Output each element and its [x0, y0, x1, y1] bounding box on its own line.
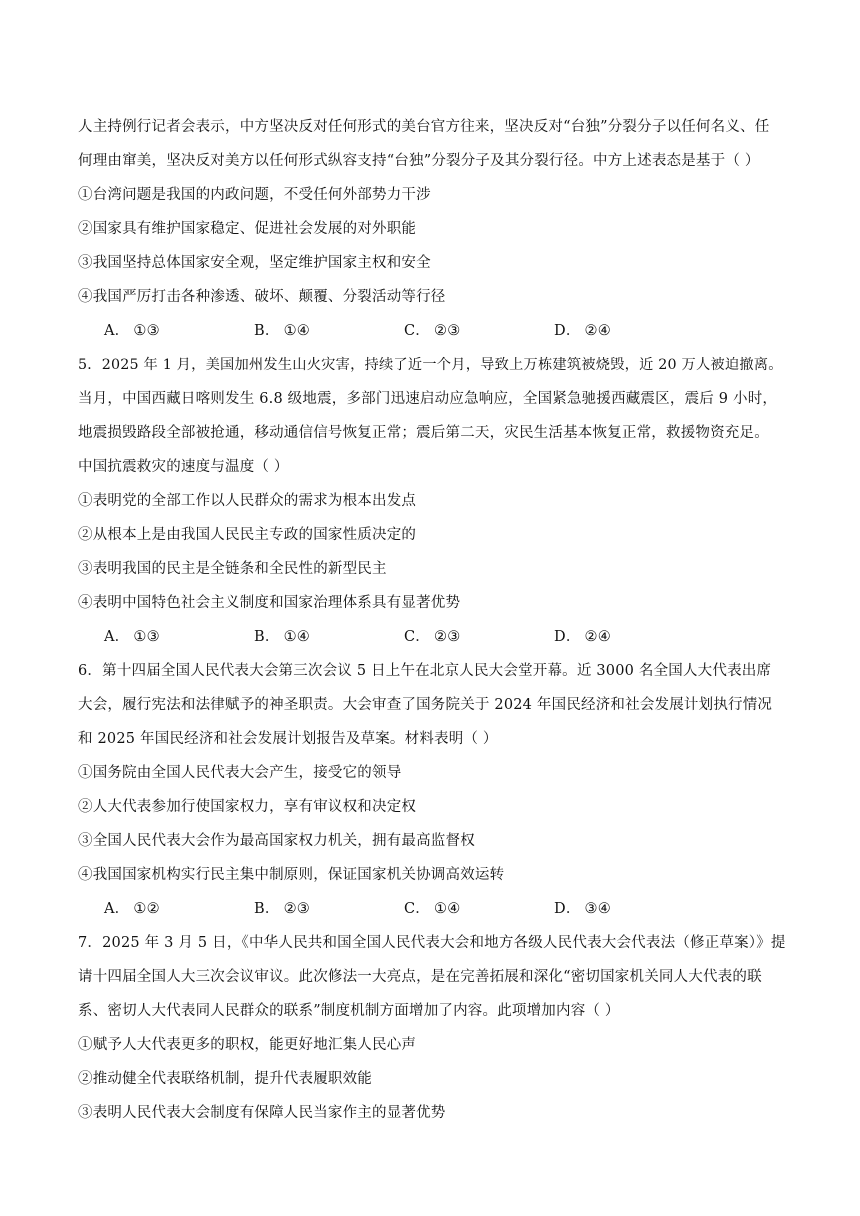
choice-letter: A． [104, 629, 130, 645]
choice-letter: A． [104, 323, 130, 339]
question-stem-line: 大会，履行宪法和法律赋予的神圣职责。大会审查了国务院关于 2024 年国民经济和社会发展计划执行情况 [78, 697, 773, 713]
option-statement: ③我国坚持总体国家安全观，坚定维护国家主权和安全 [78, 255, 431, 271]
question-stem-line: 请十四届全国人大三次会议审议。此次修法一大亮点，是在完善拓展和深化“密切国家机关同人大代表的联 [78, 969, 762, 985]
choice-text: ②④ [584, 323, 611, 339]
choice-letter: D． [554, 629, 581, 645]
answer-choices [78, 620, 788, 654]
choice-letter: D． [554, 323, 581, 339]
choice-a [104, 314, 254, 348]
choice-c [404, 620, 554, 654]
choice-d [554, 620, 704, 654]
choice-text: ②③ [434, 629, 461, 645]
choice-text: ①③ [133, 323, 160, 339]
choice-d [554, 892, 704, 926]
question-stem-line: 5．2025 年 1 月，美国加州发生山火灾害，持续了近一个月，导致上万栋建筑被烧毁，近 20 万人被迫撤离。 [78, 357, 783, 373]
choice-letter: C． [404, 323, 430, 339]
choice-b [254, 892, 404, 926]
choice-text: ①④ [283, 629, 310, 645]
choice-text: ①③ [133, 629, 160, 645]
question-4 [78, 110, 788, 348]
option-statement: ①表明党的全部工作以人民群众的需求为根本出发点 [78, 493, 417, 509]
choice-letter: B． [254, 901, 280, 917]
choice-text: ③④ [584, 901, 611, 917]
option-statement: ②推动健全代表联络机制，提升代表履职效能 [78, 1071, 372, 1087]
choice-letter: B． [254, 323, 280, 339]
choice-c [404, 892, 554, 926]
question-stem-line: 人主持例行记者会表示，中方坚决反对任何形式的美台官方往来，坚决反对“台独”分裂分子以任何名义、任 [78, 119, 770, 135]
question-5 [78, 348, 788, 654]
answer-choices [78, 314, 788, 348]
option-statement: ②国家具有维护国家稳定、促进社会发展的对外职能 [78, 221, 417, 237]
question-stem-line: 6．第十四届全国人民代表大会第三次会议 5 日上午在北京人民大会堂开幕。近 3000 名全国人大代表出席 [78, 663, 772, 679]
choice-text: ②④ [584, 629, 611, 645]
answer-choices [78, 892, 788, 926]
question-content [78, 110, 788, 1130]
question-stem-line: 中国抗震救灾的速度与温度（ ） [78, 459, 289, 475]
option-statement: ③全国人民代表大会作为最高国家权力机关，拥有最高监督权 [78, 833, 475, 849]
choice-a [104, 620, 254, 654]
question-stem-line: 系、密切人大代表同人民群众的联系”制度机制方面增加了内容。此项增加内容（ ） [78, 1003, 620, 1019]
question-stem-line: 当月，中国西藏日喀则发生 6.8 级地震，多部门迅速启动应急响应，全国紧急驰援西藏震区，震后 9 小时， [78, 391, 778, 407]
option-statement: ②人大代表参加行使国家权力，享有审议权和决定权 [78, 799, 417, 815]
question-6 [78, 654, 788, 926]
option-statement: ①赋予人大代表更多的职权，能更好地汇集人民心声 [78, 1037, 417, 1053]
question-stem-line: 7．2025 年 3 月 5 日，《中华人民共和国全国人民代表大会和地方各级人民代表大会代表法（修正草案）》提 [78, 935, 786, 951]
choice-d [554, 314, 704, 348]
choice-text: ①② [133, 901, 160, 917]
choice-c [404, 314, 554, 348]
choice-text: ②③ [434, 323, 461, 339]
question-stem-line: 何理由窜美，坚决反对美方以任何形式纵容支持“台独”分裂分子及其分裂行径。中方上述表态是基于（ ） [78, 153, 760, 169]
option-statement: ③表明人民代表大会制度有保障人民当家作主的显著优势 [78, 1105, 446, 1121]
question-7 [78, 926, 788, 1130]
option-statement: ①台湾问题是我国的内政问题，不受任何外部势力干涉 [78, 187, 431, 203]
choice-letter: B． [254, 629, 280, 645]
choice-letter: D． [554, 901, 581, 917]
choice-a [104, 892, 254, 926]
choice-text: ①④ [283, 323, 310, 339]
option-statement: ④我国国家机构实行民主集中制原则，保证国家机关协调高效运转 [78, 867, 505, 883]
option-statement: ④表明中国特色社会主义制度和国家治理体系具有显著优势 [78, 595, 461, 611]
option-statement: ④我国严厉打击各种渗透、破坏、颠覆、分裂活动等行径 [78, 289, 446, 305]
option-statement: ②从根本上是由我国人民民主专政的国家性质决定的 [78, 527, 417, 543]
option-statement: ③表明我国的民主是全链条和全民性的新型民主 [78, 561, 387, 577]
choice-b [254, 620, 404, 654]
choice-letter: A． [104, 901, 130, 917]
choice-b [254, 314, 404, 348]
choice-text: ①④ [434, 901, 461, 917]
question-stem-line: 地震损毁路段全部被抢通，移动通信信号恢复正常；震后第二天，灾民生活基本恢复正常，救援物资充足。 [78, 425, 769, 441]
choice-text: ②③ [283, 901, 310, 917]
question-stem-line: 和 2025 年国民经济和社会发展计划报告及草案。材料表明（ ） [78, 731, 498, 747]
choice-letter: C． [404, 629, 430, 645]
choice-letter: C． [404, 901, 430, 917]
option-statement: ①国务院由全国人民代表大会产生，接受它的领导 [78, 765, 402, 781]
